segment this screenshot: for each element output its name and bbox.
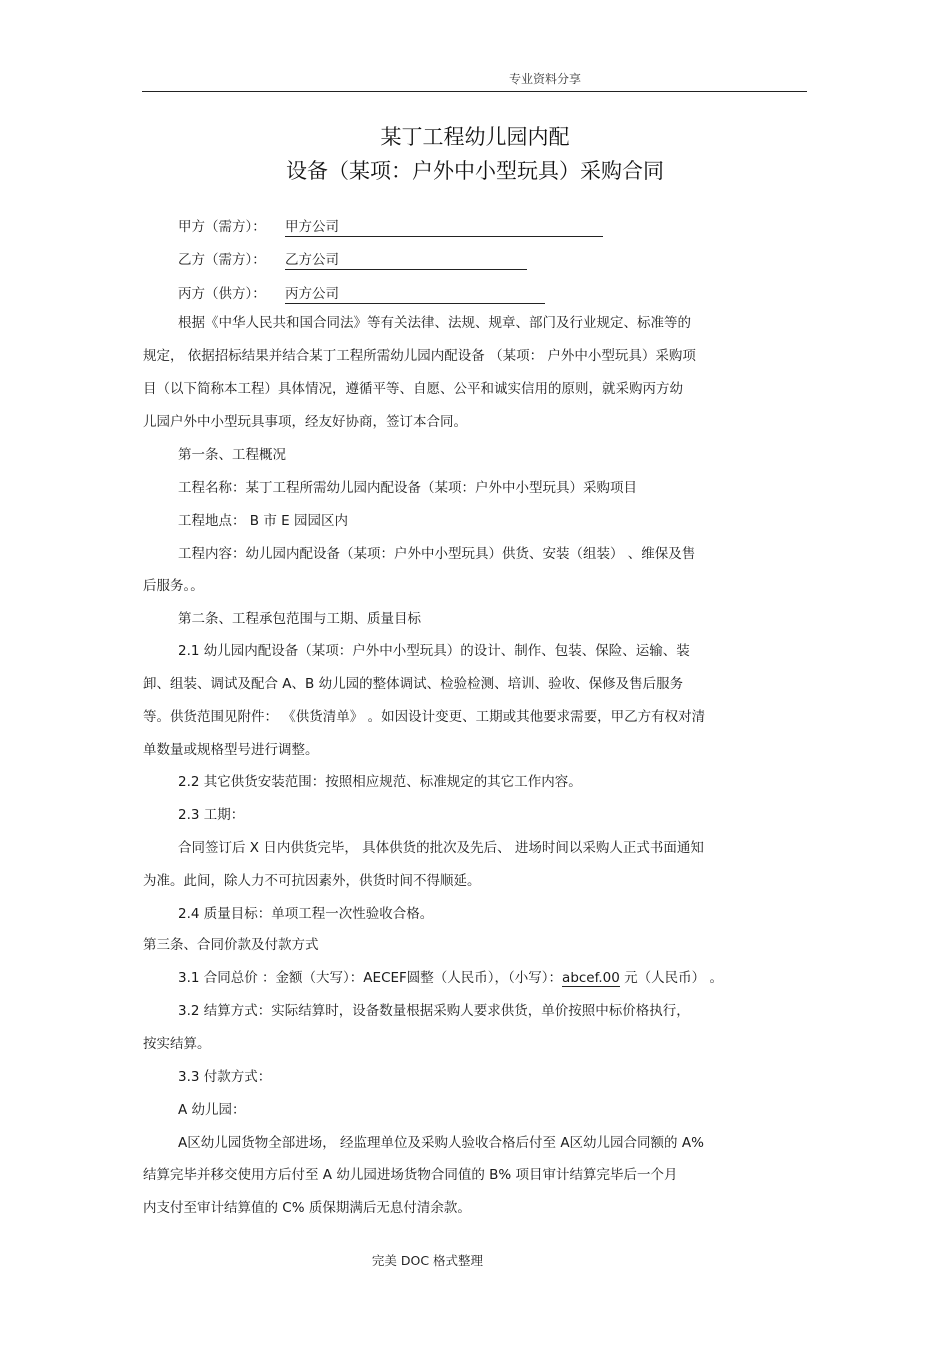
page-header: 专业资料分享 [508, 72, 581, 86]
clause-2-1-line: 卸、组装、调试及配合 A、B 幼儿园的整体调试、检验检测、培训、验收、保修及售后服务 [143, 676, 684, 692]
party-a-label: 甲方（需方）： [178, 219, 266, 235]
clause-3-1 [178, 968, 723, 988]
document-title-line-2: 设备（某项：户外中小型玩具）采购合同 [286, 159, 664, 183]
clause-2-1-line: 等。供货范围见附件： 《供货清单》 。如因设计变更、工期或其他要求需要，甲乙方有权对清 [143, 709, 706, 725]
document-title-line-1: 某丁工程幼儿园内配 [380, 125, 570, 149]
clause-3-3: 3.3 付款方式： [178, 1069, 272, 1085]
article-2-heading: 第二条、工程承包范围与工期、质量目标 [178, 611, 421, 627]
schedule-line: 合同签订后 X 日内供货完毕， 具体供货的批次及先后、 进场时间以采购人正式书面通知 [178, 840, 704, 856]
clause-2-2: 2.2 其它供货安装范围：按照相应规范、标准规定的其它工作内容。 [178, 774, 582, 790]
intro-line: 规定， 依据招标结果并结合某丁工程所需幼儿园内配设备 （某项： 户外中小型玩具）采购项 [143, 348, 696, 364]
schedule-line: 为准。此间，除人力不可抗因素外，供货时间不得顺延。 [143, 873, 481, 889]
payment-a-line: 内支付至审计结算值的 C% 质保期满后无息付清余款。 [143, 1200, 471, 1216]
article-3-heading: 第三条、合同价款及付款方式 [143, 937, 319, 953]
article-1-heading: 第一条、工程概况 [178, 447, 286, 463]
clause-3-2-line: 3.2 结算方式：实际结算时，设备数量根据采购人要求供货，单价按照中标价格执行， [178, 1003, 690, 1019]
header-divider [142, 91, 807, 92]
clause-2-1-line: 2.1 幼儿园内配设备（某项：户外中小型玩具）的设计、制作、包装、保险、运输、装 [178, 643, 690, 659]
party-b-value: 乙方公司 [285, 248, 527, 270]
intro-line: 儿园户外中小型玩具事项，经友好协商，签订本合同。 [143, 414, 467, 430]
contract-amount-figures: abcef.00 [562, 970, 620, 986]
project-name: 工程名称：某丁工程所需幼儿园内配设备（某项：户外中小型玩具）采购项目 [178, 480, 637, 496]
payment-a-line: 结算完毕并移交使用方后付至 A 幼儿园进场货物合同值的 B% 项目审计结算完毕后一个月 [143, 1167, 678, 1183]
project-content-line: 后服务。。 [143, 578, 204, 594]
party-c-label: 丙方（供方）： [178, 286, 266, 302]
party-a-value: 甲方公司 [285, 215, 603, 237]
party-b-label: 乙方（需方）： [178, 252, 266, 268]
clause-3-1-suffix: 元（人民币） 。 [619, 970, 723, 986]
clause-3-1-prefix: 3.1 合同总价 ：金额（大写）：AECEF圆整（人民币），（小写）： [178, 970, 563, 986]
clause-2-4: 2.4 质量目标：单项工程一次性验收合格。 [178, 906, 434, 922]
clause-3-2-line: 按实结算。 [143, 1036, 211, 1052]
intro-line: 根据《中华人民共和国合同法》等有关法律、法规、规章、部门及行业规定、标准等的 [178, 315, 691, 331]
page-footer: 完美 DOC 格式整理 [371, 1253, 484, 1268]
intro-line: 目（以下简称本工程）具体情况，遵循平等、自愿、公平和诚实信用的原则，就采购丙方幼 [143, 381, 683, 397]
clause-2-3: 2.3 工期： [178, 807, 245, 823]
project-location: 工程地点： B 市 E 园园区内 [178, 513, 348, 529]
party-c-value: 丙方公司 [285, 282, 545, 304]
project-content-line: 工程内容：幼儿园内配设备（某项：户外中小型玩具）供货、安装（组装） 、维保及售 [178, 546, 696, 562]
clause-2-1-line: 单数量或规格型号进行调整。 [143, 742, 319, 758]
payment-a-line: A区幼儿园货物全部进场， 经监理单位及采购人验收合格后付至 A区幼儿园合同额的 A% [178, 1135, 704, 1151]
kindergarten-a-heading: A 幼儿园： [178, 1102, 246, 1118]
